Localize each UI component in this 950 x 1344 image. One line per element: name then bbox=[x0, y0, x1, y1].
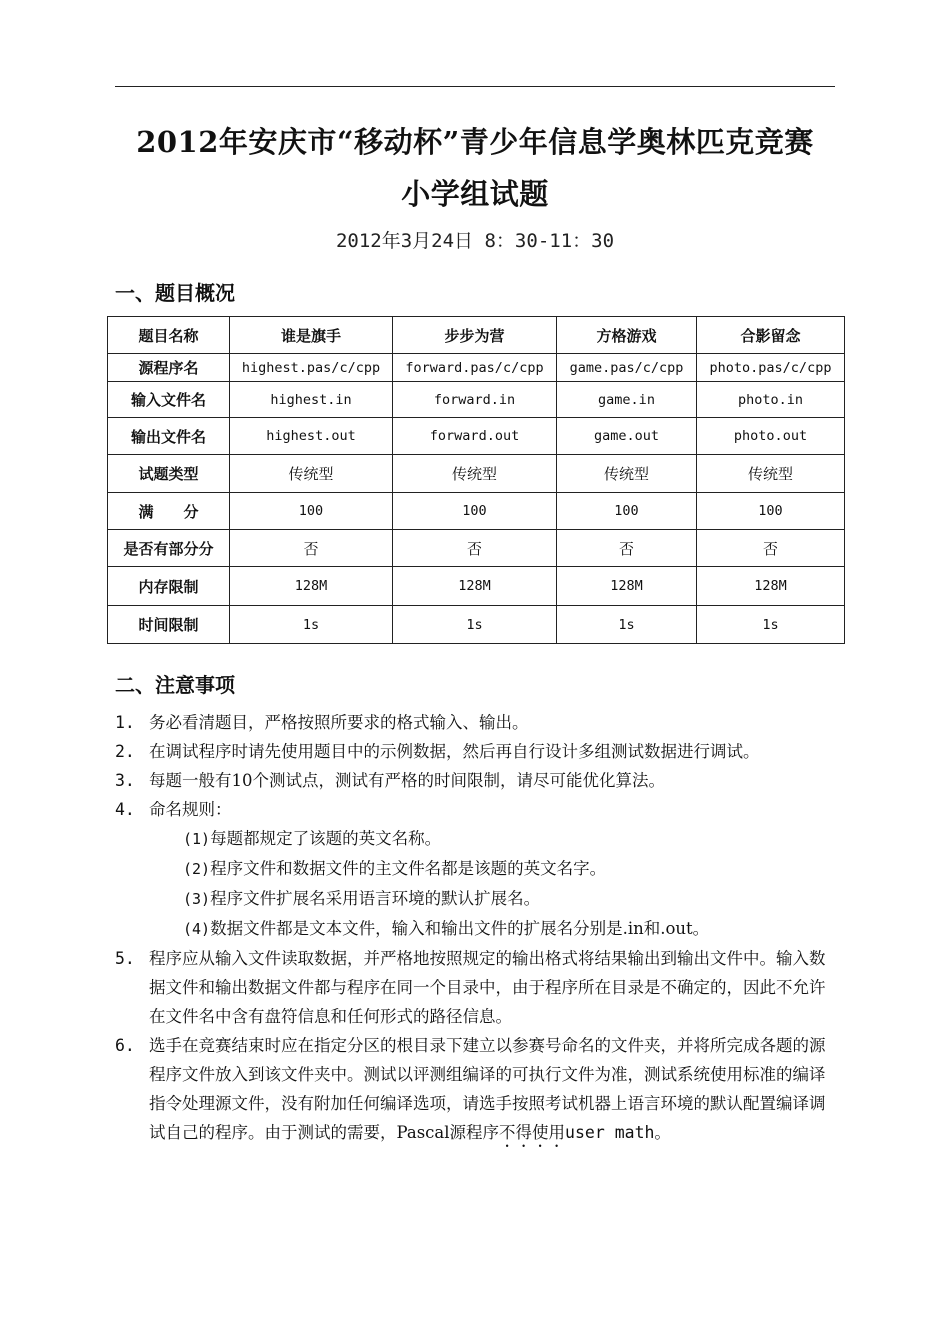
table-cell: 时间限制 bbox=[108, 606, 230, 644]
table-cell: 128M bbox=[393, 567, 557, 606]
list-item bbox=[115, 737, 840, 766]
overview-table bbox=[107, 316, 845, 644]
list-item-number: 5. bbox=[115, 949, 135, 968]
table-cell: game.pas/c/cpp bbox=[557, 354, 697, 382]
list-item-text: 命名规则： bbox=[149, 800, 232, 819]
table-cell: game.in bbox=[557, 382, 697, 418]
table-cell: 1s bbox=[230, 606, 393, 644]
list-item-text: 务必看清题目，严格按照所要求的格式输入、输出。 bbox=[149, 713, 529, 732]
table-row bbox=[108, 567, 845, 606]
table-row bbox=[108, 418, 845, 455]
list-item bbox=[115, 795, 840, 944]
table-row bbox=[108, 493, 845, 530]
sub-item bbox=[149, 914, 840, 944]
table-cell: 1s bbox=[557, 606, 697, 644]
list-item-number: 1. bbox=[115, 713, 135, 732]
sub-item-marker: (3) bbox=[183, 890, 211, 908]
list-item bbox=[115, 1031, 840, 1151]
table-cell: 128M bbox=[230, 567, 393, 606]
table-cell: 传统型 bbox=[697, 455, 845, 493]
table-cell: 否 bbox=[230, 530, 393, 567]
table-cell: 题目名称 bbox=[108, 317, 230, 354]
table-row bbox=[108, 530, 845, 567]
table-cell: 输出文件名 bbox=[108, 418, 230, 455]
sub-item-text: 程序文件扩展名采用语言环境的默认扩展名。 bbox=[210, 889, 541, 908]
header-rule bbox=[115, 86, 835, 87]
table-cell: 100 bbox=[230, 493, 393, 530]
list-item-number: 3. bbox=[115, 771, 135, 790]
table-cell: 满 分 bbox=[108, 493, 230, 530]
sub-item bbox=[149, 884, 840, 914]
table-cell: forward.pas/c/cpp bbox=[393, 354, 557, 382]
list-item-text: 选手在竞赛结束时应在指定分区的根目录下建立以参赛号命名的文件夹，并将所完成各题的源程序文件放入到该文件夹中。测试以评测组编译的可执行文件为准，测试系统使用标准的编译指令处理源文件，没有附加任何编译选项，请选手按照考试机器上语言环境的默认配置编译调试自己的程序。由于测试的需要，Pascal源程序 bbox=[149, 1036, 826, 1142]
list-item-text: 在调试程序时请先使用题目中的示例数据，然后再自行设计多组测试数据进行调试。 bbox=[149, 742, 760, 761]
sub-item bbox=[149, 854, 840, 884]
table-cell: 128M bbox=[697, 567, 845, 606]
section-heading-notes: 二、注意事项 bbox=[115, 673, 235, 697]
list-item-text: 每题一般有10个测试点，测试有严格的时间限制，请尽可能优化算法。 bbox=[149, 771, 665, 790]
table-row bbox=[108, 354, 845, 382]
sub-item-text: 每题都规定了该题的英文名称。 bbox=[210, 829, 442, 848]
sub-item-text: 数据文件都是文本文件，输入和输出文件的扩展名分别是.in和.out。 bbox=[210, 919, 710, 938]
table-cell: highest.in bbox=[230, 382, 393, 418]
section-heading-overview: 一、题目概况 bbox=[115, 281, 235, 305]
table-cell: 传统型 bbox=[230, 455, 393, 493]
table-row bbox=[108, 455, 845, 493]
code-text: user math。 bbox=[565, 1123, 671, 1142]
table-cell: 否 bbox=[557, 530, 697, 567]
table-cell: 合影留念 bbox=[697, 317, 845, 354]
document-subtitle: 小学组试题 bbox=[401, 177, 549, 211]
table-cell: 方格游戏 bbox=[557, 317, 697, 354]
table-cell: forward.out bbox=[393, 418, 557, 455]
list-item bbox=[115, 766, 840, 795]
table-cell: 谁是旗手 bbox=[230, 317, 393, 354]
table-cell: 否 bbox=[393, 530, 557, 567]
table-cell: game.out bbox=[557, 418, 697, 455]
list-item-number: 2. bbox=[115, 742, 135, 761]
table-cell: 100 bbox=[697, 493, 845, 530]
table-cell: 传统型 bbox=[557, 455, 697, 493]
table-row bbox=[108, 317, 845, 354]
notes-list bbox=[115, 708, 840, 1151]
table-cell: 100 bbox=[393, 493, 557, 530]
table-cell: 100 bbox=[557, 493, 697, 530]
table-cell: highest.pas/c/cpp bbox=[230, 354, 393, 382]
table-cell: 否 bbox=[697, 530, 845, 567]
table-cell: photo.out bbox=[697, 418, 845, 455]
list-item-number: 6. bbox=[115, 1036, 135, 1055]
list-item bbox=[115, 708, 840, 737]
table-cell: 是否有部分分 bbox=[108, 530, 230, 567]
list-item-text: 程序应从输入文件读取数据，并严格地按照规定的输出格式将结果输出到输出文件中。输入数据文件和输出数据文件都与程序在同一个目录中，由于程序所在目录是不确定的，因此不允许在文件名中含有盘符信息和任何形式的路径信息。 bbox=[149, 949, 826, 1026]
table-cell: 1s bbox=[393, 606, 557, 644]
table-cell: 内存限制 bbox=[108, 567, 230, 606]
sub-item-marker: (2) bbox=[183, 860, 211, 878]
table-row bbox=[108, 382, 845, 418]
table-cell: 1s bbox=[697, 606, 845, 644]
list-item bbox=[115, 944, 840, 1031]
table-cell: forward.in bbox=[393, 382, 557, 418]
table-cell: photo.pas/c/cpp bbox=[697, 354, 845, 382]
table-cell: 传统型 bbox=[393, 455, 557, 493]
table-cell: photo.in bbox=[697, 382, 845, 418]
list-item-number: 4. bbox=[115, 800, 135, 819]
sub-item-text: 程序文件和数据文件的主文件名都是该题的英文名字。 bbox=[210, 859, 607, 878]
document-title: 2012年安庆市“移动杯”青少年信息学奥林匹克竞赛 bbox=[136, 125, 814, 159]
emphasized-text: 不得使用 bbox=[499, 1123, 566, 1142]
table-cell: 输入文件名 bbox=[108, 382, 230, 418]
table-cell: highest.out bbox=[230, 418, 393, 455]
table-row bbox=[108, 606, 845, 644]
sub-item-marker: (1) bbox=[183, 830, 211, 848]
table-cell: 128M bbox=[557, 567, 697, 606]
table-cell: 步步为营 bbox=[393, 317, 557, 354]
sub-item bbox=[149, 824, 840, 854]
table-cell: 源程序名 bbox=[108, 354, 230, 382]
exam-date: 2012年3月24日 8：30-11：30 bbox=[335, 230, 615, 252]
table-cell: 试题类型 bbox=[108, 455, 230, 493]
sub-item-marker: (4) bbox=[183, 920, 211, 938]
